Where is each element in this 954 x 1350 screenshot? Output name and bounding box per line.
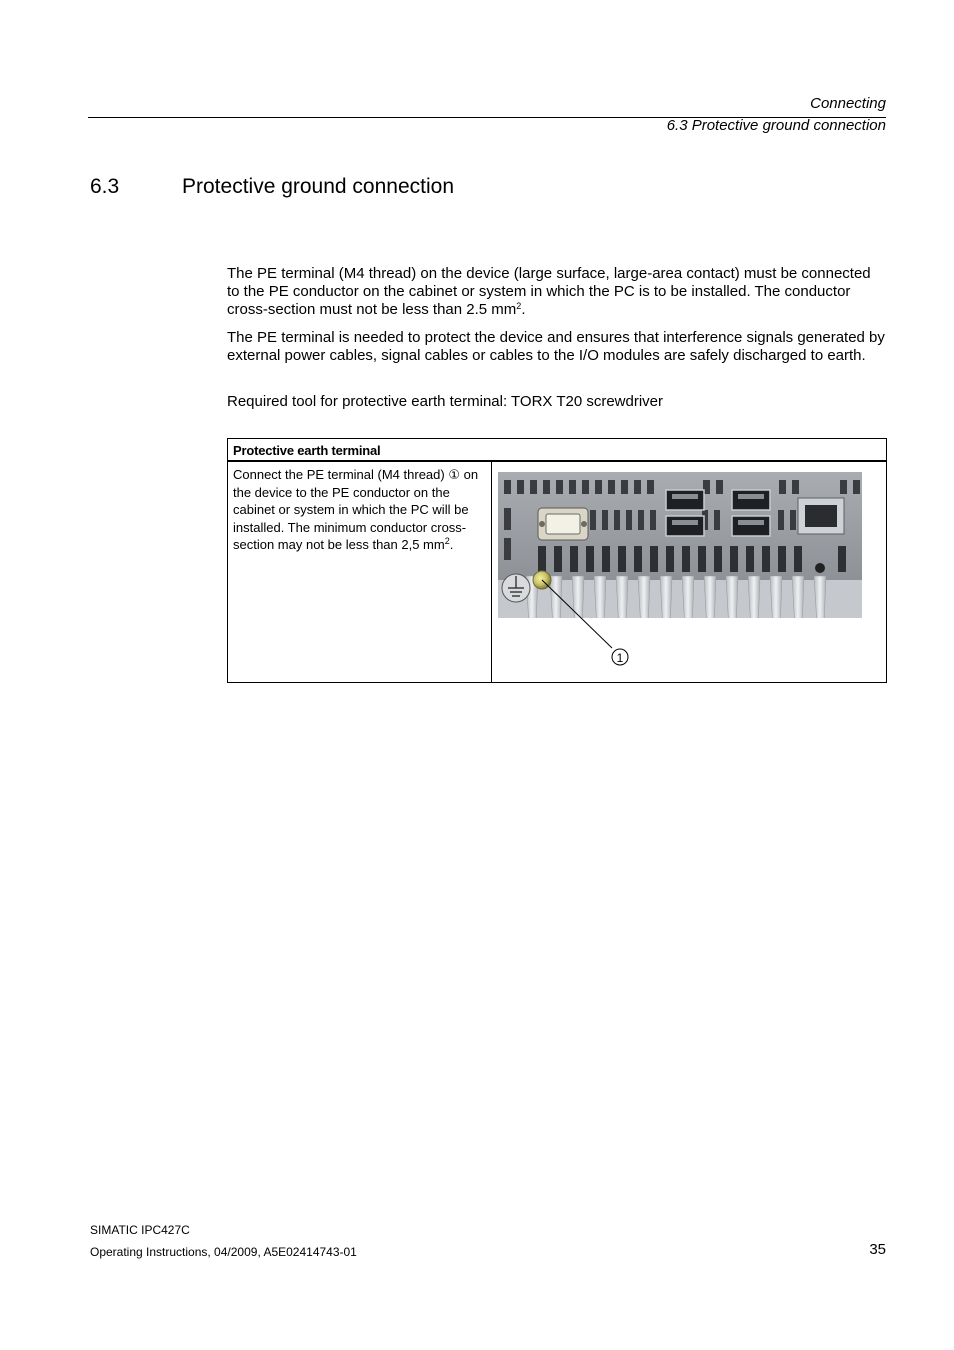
table-column-divider	[491, 462, 492, 682]
paragraph-required-tool: Required tool for protective earth terminal: TORX T20 screwdriver	[227, 393, 664, 410]
paragraph-pe-purpose: The PE terminal is needed to protect the device and ensures that interference signals generated by external power cables, signal cables or cables to the I/O modules are safely discharged to earth.	[227, 329, 885, 364]
callout-number: 1	[616, 651, 624, 665]
instructions-text: Connect the PE terminal (M4 thread) ① on the device to the PE conductor on the cabinet or system in which the PC will be installed. The minimum conductor cross-section may not be less than 2,5 mm	[233, 467, 479, 553]
device-pe-terminal-photo	[498, 472, 862, 674]
running-header-section: 6.3 Protective ground connection	[666, 117, 886, 134]
table-header-label: Protective earth terminal	[233, 443, 381, 458]
section-number: 6.3	[90, 175, 120, 198]
table-header	[228, 439, 886, 462]
superscript-2: 2	[444, 536, 450, 547]
running-header-chapter: Connecting	[810, 95, 886, 112]
section-title: Protective ground connection	[182, 175, 455, 198]
page-number: 35	[869, 1241, 886, 1258]
footer-doc-info: Operating Instructions, 04/2009, A5E02414743-01	[90, 1245, 357, 1259]
paragraph-pe-text: The PE terminal (M4 thread) on the device (large surface, large-area contact) must be connected to the PE conductor on the cabinet or system in which the PC is to be installed. The conductor cross-section must not be less than 2.5 mm	[227, 265, 871, 318]
table-cell-instructions	[233, 466, 483, 554]
superscript-2: 2	[516, 301, 522, 311]
paragraph-end: .	[521, 301, 526, 318]
protective-earth-table	[227, 438, 887, 683]
instructions-end: .	[449, 537, 454, 553]
paragraph-pe-terminal	[227, 265, 887, 319]
footer-product: SIMATIC IPC427C	[90, 1223, 190, 1237]
